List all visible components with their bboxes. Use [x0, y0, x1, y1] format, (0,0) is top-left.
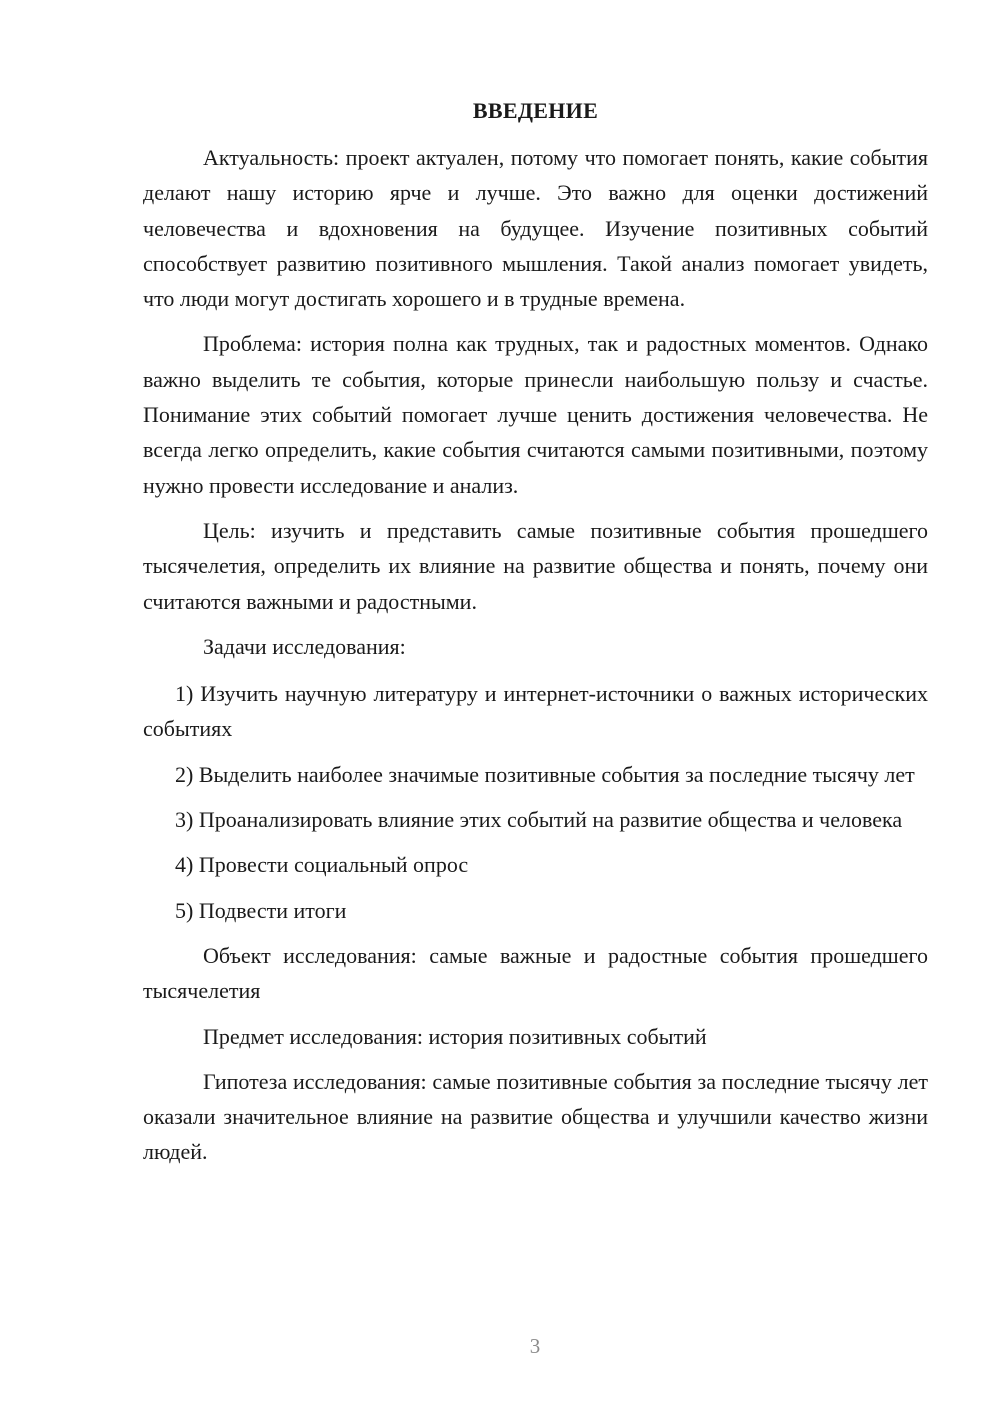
task-item: 3) Проанализировать влияние этих событий на развитие общества и человека	[175, 807, 903, 833]
page-title: ВВЕДЕНИЕ	[472, 98, 599, 123]
goal-paragraph: Цель: изучить и представить самые позитивные события прошедшего тысячелетия, определить их влияние на развитие общества и понять, почему они считаются важными и радостными.	[143, 517, 928, 614]
task-item: 4) Провести социальный опрос	[175, 852, 469, 878]
problem-paragraph: Проблема: история полна как трудных, так и радостных моментов. Однако важно выделить те события, которые принесли наибольшую пользу и счастье. Понимание этих событий помогает лучше ценить достижения человечества. Не всегда легко определить, какие события считаются самыми позитивными, поэтому нужно провести исследование и анализ.	[143, 331, 928, 498]
hypothesis-paragraph: Гипотеза исследования: самые позитивные события за последние тысячу лет оказали значительное влияние на развитие общества и улучшили качество жизни людей.	[143, 1068, 928, 1165]
task-item: 1) Изучить научную литературу и интернет-источники о важных исторических событиях	[143, 681, 928, 742]
relevance-paragraph: Актуальность: проект актуален, потому что помогает понять, какие события делают нашу историю ярче и лучше. Это важно для оценки достижений человечества и вдохновения на будущее. Изучение позитивных событий способствует развитию позитивного мышления. Такой анализ помогает увидеть, что люди могут достигать хорошего и в трудные времена.	[143, 145, 928, 312]
tasks-heading: Задачи исследования:	[203, 633, 406, 659]
page-content	[143, 95, 928, 1180]
page-number: 3	[529, 1334, 541, 1358]
object-paragraph: Объект исследования: самые важные и радостные события прошедшего тысячелетия	[143, 942, 928, 1004]
task-item: 5) Подвести итоги	[175, 897, 347, 923]
subject-paragraph: Предмет исследования: история позитивных событий	[203, 1023, 707, 1049]
task-item: 2) Выделить наиболее значимые позитивные события за последние тысячу лет	[175, 761, 915, 787]
